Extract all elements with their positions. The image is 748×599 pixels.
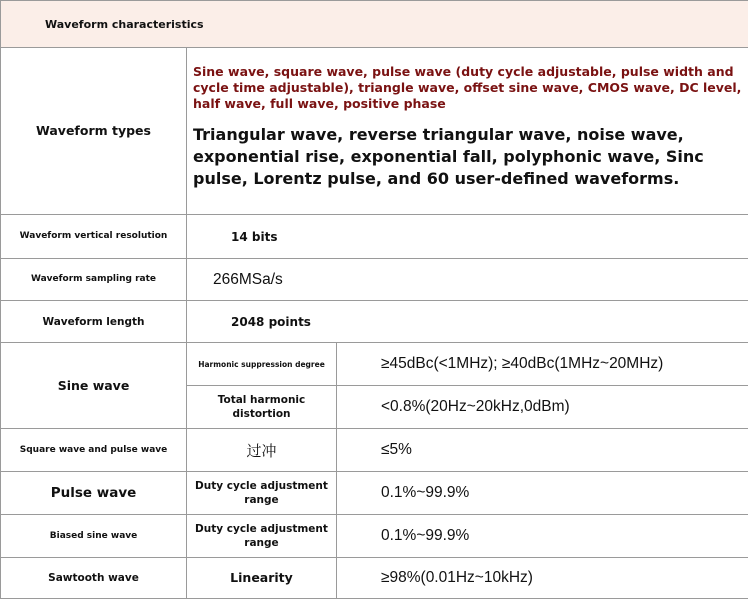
label-sampling-rate: Waveform sampling rate [1,259,187,301]
sub-total-harmonic-distortion: Total harmonic distortion [187,386,337,429]
value-linearity: ≥98%(0.01Hz~10kHz) [337,558,748,599]
value-biased-duty-cycle: 0.1%~99.9% [337,515,748,558]
label-sawtooth: Sawtooth wave [1,558,187,599]
value-vertical-resolution: 14 bits [187,215,748,259]
row-sine-harmonic [1,343,748,386]
label-waveform-length: Waveform length [1,301,187,343]
sub-overshoot: 过冲 [187,429,337,472]
sub-pulse-duty-cycle: Duty cycle adjustment range [187,472,337,515]
row-waveform-types [1,48,748,215]
label-pulse-wave: Pulse wave [1,472,187,515]
waveform-types-secondary: Triangular wave, reverse triangular wave, noise wave, exponential rise, exponential fall, polyphonic wave, Sinc pulse, Lorentz pulse, and 60 user-defined waveforms. [193,124,744,190]
value-harmonic-suppression: ≥45dBc(<1MHz); ≥40dBc(1MHz~20MHz) [337,343,748,386]
sub-harmonic-suppression: Harmonic suppression degree [187,343,337,386]
value-waveform-types [187,48,748,215]
value-sampling-rate: 266MSa/s [187,259,748,301]
row-biased-sine [1,515,748,558]
row-pulse-wave [1,472,748,515]
row-sawtooth [1,558,748,599]
value-pulse-duty-cycle: 0.1%~99.9% [337,472,748,515]
label-vertical-resolution: Waveform vertical resolution [1,215,187,259]
row-sampling-rate [1,259,748,301]
label-waveform-types: Waveform types [1,48,187,215]
header-row [1,1,748,48]
sub-biased-duty-cycle: Duty cycle adjustment range [187,515,337,558]
label-square-pulse: Square wave and pulse wave [1,429,187,472]
sub-linearity: Linearity [187,558,337,599]
header-title: Waveform characteristics [1,1,748,48]
value-waveform-length: 2048 points [187,301,748,343]
row-waveform-length [1,301,748,343]
label-sine-wave: Sine wave [1,343,187,429]
label-biased-sine: Biased sine wave [1,515,187,558]
value-overshoot: ≤5% [337,429,748,472]
row-vertical-resolution [1,215,748,259]
waveform-types-primary: Sine wave, square wave, pulse wave (duty cycle adjustable, pulse width and cycle time adjustable), triangle wave, offset sine wave, CMOS wave, DC level, half wave, full wave, positive phase [193,64,744,112]
value-total-harmonic-distortion: <0.8%(20Hz~20kHz,0dBm) [337,386,748,429]
row-square-pulse [1,429,748,472]
